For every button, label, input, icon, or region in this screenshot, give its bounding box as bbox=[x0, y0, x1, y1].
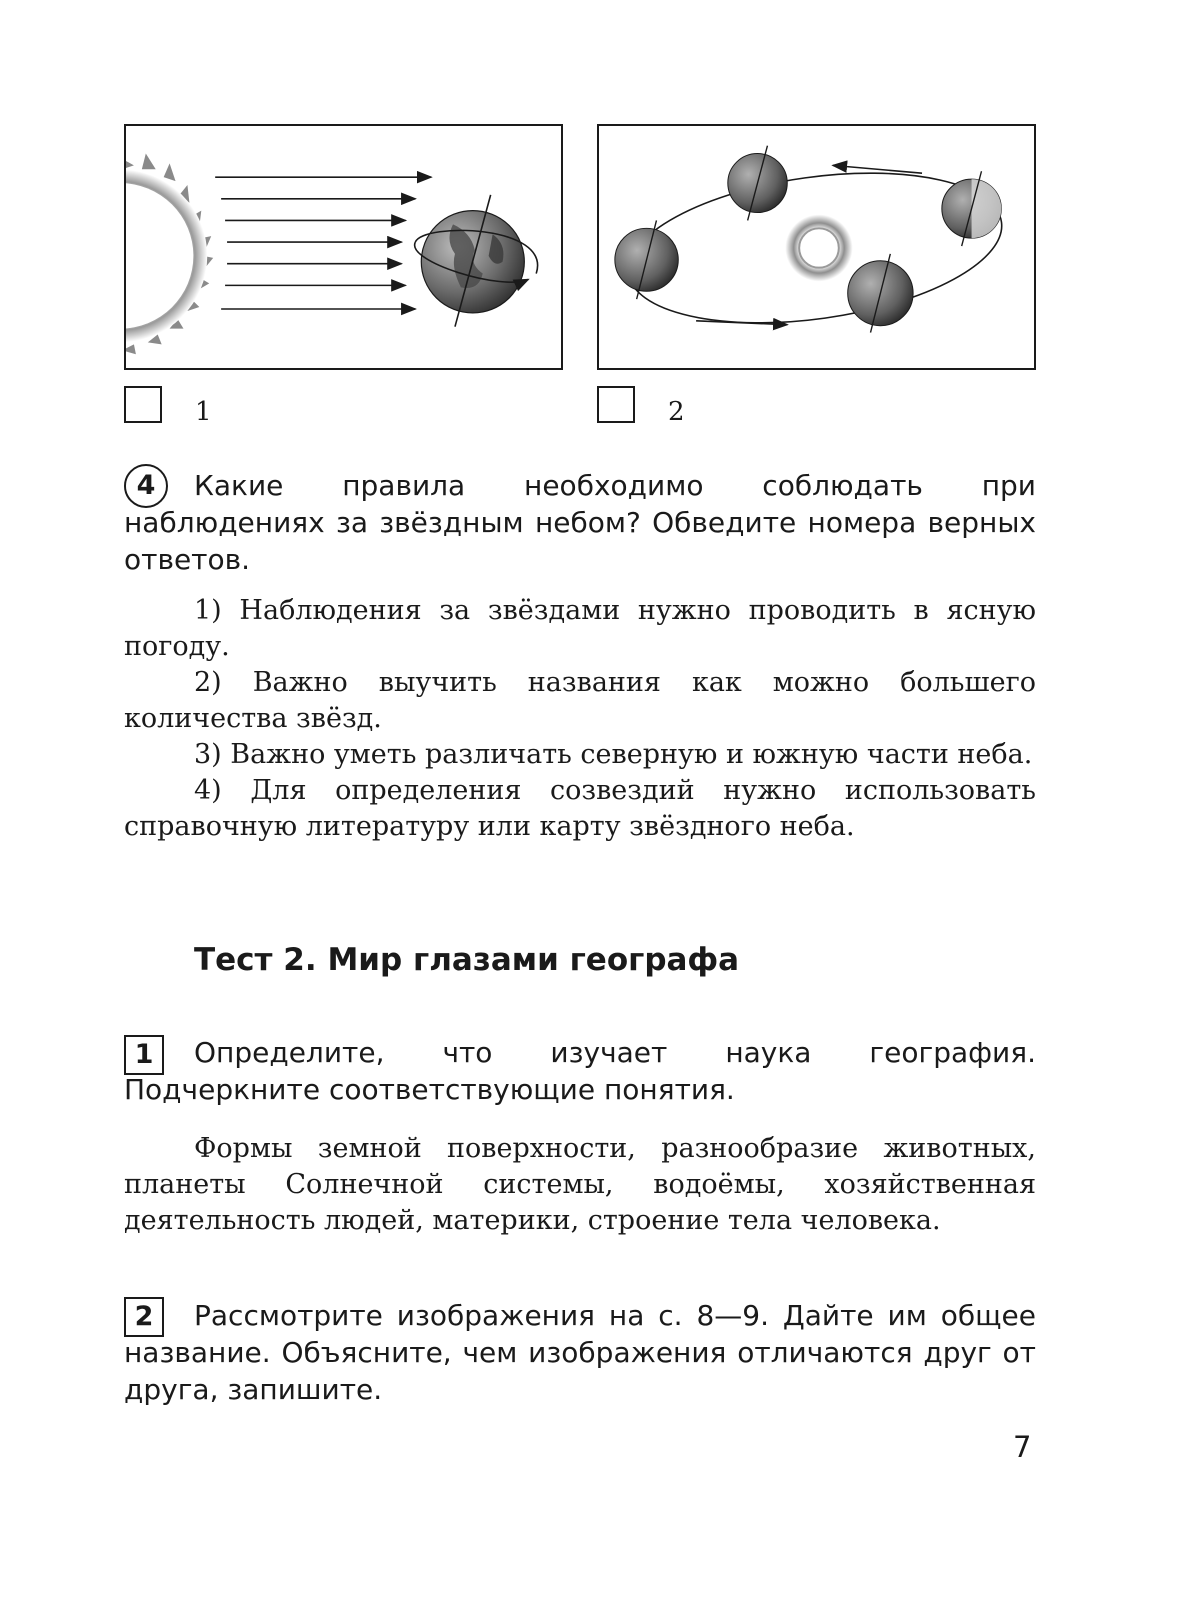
question-4-text bbox=[124, 467, 1036, 578]
test-question-2-text-content: Рассмотрите изображения на с. 8—9. Дайте им общее название. Объясните, чем изображения отличаются друг от друга, запишите. bbox=[124, 1299, 1036, 1406]
question-4-text-content: Какие правила необходимо соблюдать при наблюдениях за звёздным небом? Обведите номера верных ответов. bbox=[124, 469, 1036, 576]
figure-1-sun-earth bbox=[124, 124, 563, 370]
figure-1-label: 1 bbox=[195, 397, 212, 427]
figure-2-checkbox[interactable] bbox=[597, 386, 635, 423]
option-1[interactable]: 1) Наблюдения за звёздами нужно проводить в ясную погоду. bbox=[124, 595, 1036, 662]
question-4-number-badge: 4 bbox=[124, 464, 168, 508]
page-number: 7 bbox=[1013, 1430, 1032, 1464]
test-question-2-text bbox=[124, 1297, 1036, 1408]
option-4[interactable]: 4) Для определения созвездий нужно использовать справочную литературу или карту звёздного неба. bbox=[124, 775, 1036, 842]
test-question-1-number-badge: 1 bbox=[124, 1035, 164, 1075]
figure-2-earth-orbit bbox=[597, 124, 1036, 370]
earth-orbit-seasons-illustration bbox=[599, 126, 1034, 368]
figure-2-label: 2 bbox=[668, 397, 685, 427]
test-title: Тест 2. Мир глазами географа bbox=[194, 942, 740, 978]
test-question-1-text-content: Определите, что изучает наука география. Подчеркните соответствующие понятия. bbox=[124, 1036, 1036, 1106]
test-question-1-text bbox=[124, 1034, 1036, 1108]
test-question-2-number-badge: 2 bbox=[124, 1297, 164, 1337]
test-question-1-body bbox=[124, 1131, 1036, 1239]
option-3[interactable]: 3) Важно уметь различать северную и южную части неба. bbox=[194, 739, 1033, 770]
geography-concepts-text[interactable]: Формы земной поверхности, разнообразие животных, планеты Солнечной системы, водоёмы, хозяйственная деятельность людей, материки, строение тела человека. bbox=[124, 1133, 1036, 1236]
figure-1-checkbox[interactable] bbox=[124, 386, 162, 423]
sun-earth-rotation-illustration bbox=[126, 126, 561, 368]
question-4-options bbox=[124, 593, 1036, 845]
option-2[interactable]: 2) Важно выучить названия как можно большего количества звёзд. bbox=[124, 667, 1036, 734]
